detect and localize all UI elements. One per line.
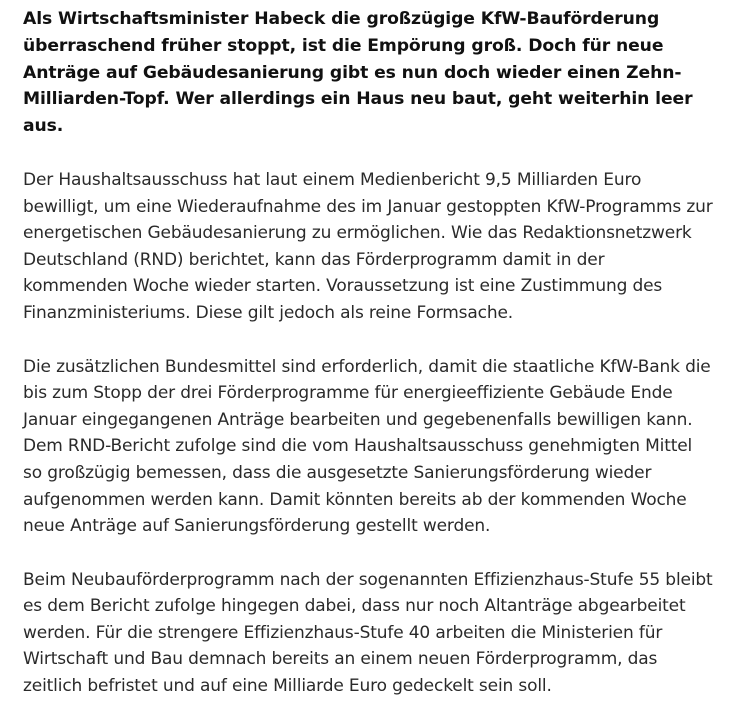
article-paragraph-2: Die zusätzlichen Bundesmittel sind erforderlich, damit die staatliche KfW-Bank die bis zum Stopp der drei Förderprogramme für energieeffiziente Gebäude Ende Januar eingegangenen Anträge bearbeiten und gegebenenfalls bewilligen kann. Dem RND-Bericht zufolge sind die vom Haushaltsausschuss genehmigten Mittel so großzügig bemessen, dass die ausgesetzte Sanierungsförderung wieder aufgenommen werden kann. Damit könnten bereits ab der kommenden Woche neue Anträge auf Sanierungsförderung gestellt werden. (23, 356, 711, 537)
article-paragraph-3: Beim Neubauförderprogramm nach der sogenannten Effizienzhaus-Stufe 55 bleibt es dem Bericht zufolge hingegen dabei, dass nur noch Altanträge abgearbeitet werden. Für die strengere Effizienzhaus-Stufe 40 arbeiten die Ministerien für Wirtschaft und Bau demnach bereits an einem neuen Förderprogramm, das zeitlich befristet und auf eine Milliarde Euro gedeckelt sein soll. (23, 569, 713, 697)
article-lead: Als Wirtschaftsminister Habeck die großzügige KfW-Bauförderung überraschend früher stoppt, ist die Empörung groß. Doch für neue Anträge auf Gebäudesanierung gibt es nun doch wieder einen Zehn-Milliarden-Topf. Wer allerdings ein Haus neu baut, geht weiterhin leer aus. (23, 9, 693, 137)
article-paragraph-1: Der Haushaltsausschuss hat laut einem Medienbericht 9,5 Milliarden Euro bewilligt, um eine Wiederaufnahme des im Januar gestoppten KfW-Programms zur energetischen Gebäudesanierung zu ermöglichen. Wie das Redaktionsnetzwerk Deutschland (RND) berichtet, kann das Förderprogramm damit in der kommenden Woche wieder starten. Voraussetzung ist eine Zustimmung des Finanzministeriums. Diese gilt jedoch als reine Formsache. (23, 169, 713, 323)
